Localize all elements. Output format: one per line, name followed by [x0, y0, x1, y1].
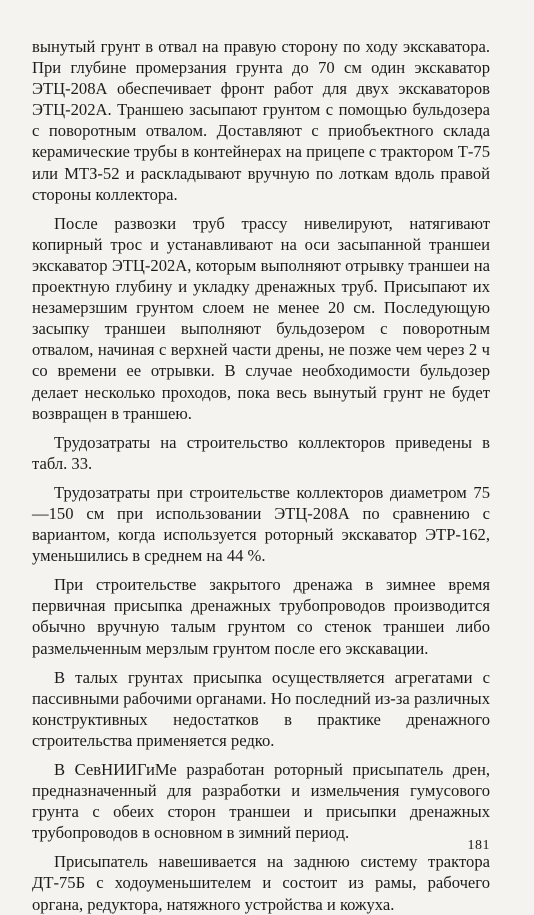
paragraph-6: В талых грунтах присыпка осуществляется агрегатами с пассивными рабочими органами. Но последний из-за различных конструктивных недостатков в практике дренажного строительства применяется редко. [32, 667, 490, 750]
paragraph-4: Трудозатраты при строительстве коллекторов диаметром 75—150 см при использовании ЭТЦ-208А по сравнению с вариантом, когда используется роторный экскаватор ЭТР-162, уменьшились в среднем на 44 %. [32, 482, 490, 566]
paragraph-5: При строительстве закрытого дренажа в зимнее время первичная присыпка дренажных трубопроводов производится обычно вручную талым грунтом со стенок траншеи либо размельченным мерзлым грунтом после его экскавации. [32, 575, 490, 658]
paragraph-3: Трудозатраты на строительство коллекторов приведены в табл. 33. [32, 432, 490, 473]
paragraph-1: вынутый грунт в отвал на правую сторону по ходу экскаватора. При глубине промерзания грунта до 70 см один экскаватор ЭТЦ-208А обеспечивает фронт работ для двух экскаваторов ЭТЦ-202А. Траншею засыпают грунтом с помощью бульдозера с поворотным отвалом. Доставляют с приобъектного склада керамические трубы в контейнерах на прицепе с трактором Т-75 или МТЗ-52 и раскладывают вручную по лоткам вдоль правой стороны коллектора. [32, 37, 490, 204]
body-text [32, 36, 490, 915]
paragraph-7: В СевНИИГиМе разработан роторный присыпатель дрен, предназначенный для разработки и измельчения гумусового грунта с обеих сторон траншеи и присыпки дренажных трубопроводов в основном в зимний период. [32, 760, 490, 843]
page-number: 181 [467, 838, 490, 853]
paragraph-2: После развозки труб трассу нивелируют, натягивают копирный трос и устанавливают на оси засыпанной траншеи экскаватор ЭТЦ-202А, которым выполняют отрывку траншеи на проектную глубину и укладку дренажных труб. Присыпают их незамерзшим грунтом слоем не менее 20 см. Последующую засыпку траншеи выполняют бульдозером с поворотным отвалом, начиная с верхней части дрены, не позже чем через 2 ч со времени ее отрывки. В случае необходимости бульдозер делает несколько проходов, пока весь вынутый грунт не будет возвращен в траншею. [32, 213, 490, 423]
paragraph-8: Присыпатель навешивается на заднюю систему трактора ДТ-75Б с ходоуменьшителем и состоит из рамы, рабочего органа, редуктора, натяжного устройства и кожуха. [32, 852, 490, 914]
